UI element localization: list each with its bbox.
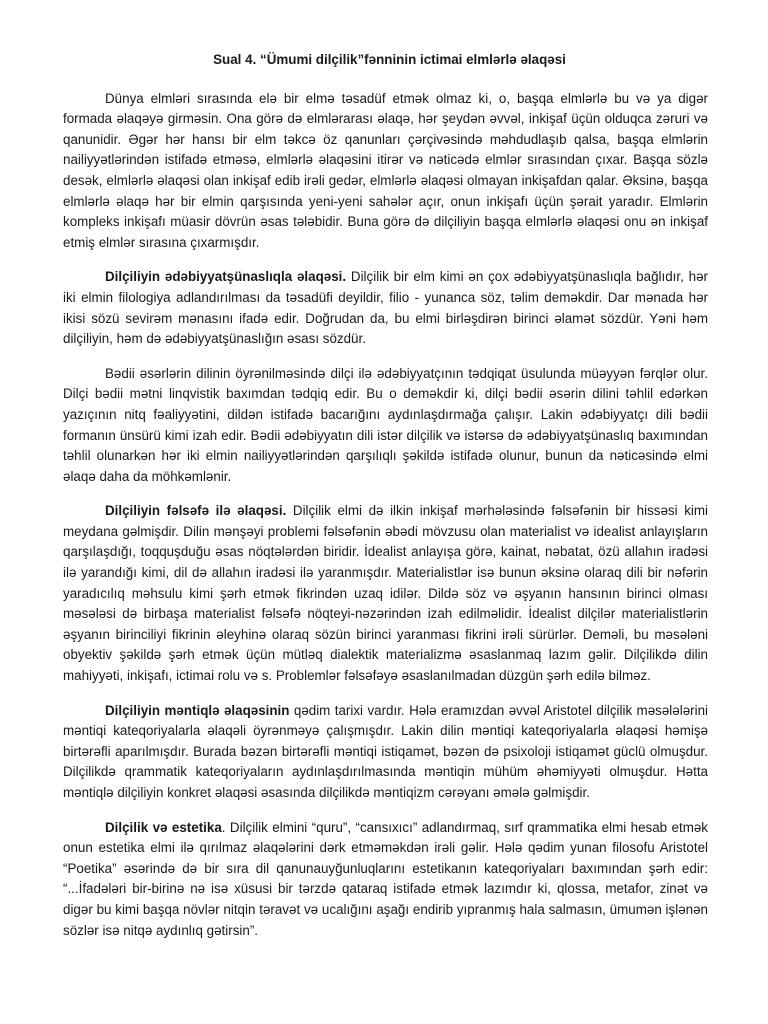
paragraph-text: Dilçilik bir elm kimi ən çox ədəbiyyatşünaslıqla bağlıdır, hər iki elmin filologiya adlandırılması da təsadüfi deyildir, filio - yunanca söz, təlim deməkdir. Dar mənada hər ikisi sözü sevirəm mənasını ifadə edir. Doğrudan da, bu elmi birləşdirən birinci əlamət sözdür. Yəni həm dilçiliyin, həm də ədəbiyyatşünaslığın əsası sözdür.	[63, 269, 708, 347]
paragraph-philosophy	[63, 501, 708, 686]
paragraph-text: Bədii əsərlərin dilinin öyrənilməsində dilçi ilə ədəbiyyatçının tədqiqat üsulunda müəyyən fərqlər olur. Dilçi bədii mətni linqvistik baxımdan tədqiq edir. Bu o deməkdir ki, dilçi bədii əsərin dilini təhlil edərkən yazıçının nitq fəaliyyətini, dildən istifadə bacarığını aydınlaşdırmağa çalışır. Lakin ədəbiyyatçı dili bədii formanın ünsürü kimi izah edir. Bədii ədəbiyyatın dili istər dilçilik və istərsə də ədəbiyyatşünaslıq baxımından təhlil olunarkən hər iki elmin nailiyyətlərindən qarşılıqlı şəkildə istifadə olunur, bunun da nəticəsində elmi əlaqə daha da möhkəmlənir.	[63, 365, 708, 484]
paragraph-literature	[63, 267, 708, 349]
paragraph-heading: Dilçilik və estetika	[105, 819, 222, 835]
paragraph-heading: Dilçiliyin fəlsəfə ilə əlaqəsi.	[105, 503, 287, 519]
paragraph-text: Dilçilik elmi də ilkin inkişaf mərhələsində fəlsəfənin bir hissəsi kimi meydana gəlmişdir. Dilin mənşəyi problemi fəlsəfənin əbədi mövzusu olan materialist və idealist anlayışların qarşılaşdığı, toqquşduğu əsas nöqtələrdən biridir. İdealist anlayışa görə, kainat, nəbatat, özü allahın iradəsi ilə yarandığı kimi, dil də allahın iradəsi ilə yaranmışdır. Materialistlər isə bunun əksinə olaraq dili bir nəfərin yaradıcılıq məhsulu kimi şərh etmək fikrindən uzaq idilər. Dildə söz və əşyanın hansının birinci olması məsələsi də birbaşa materialist fəlsəfə nöqteyi-nəzərindən izah edilməlidir. İdealist dilçilər materialistlərin əşyanın birinciliyi fikrinin əleyhinə olaraq sözün birinci yaranması fikrini irəli sürürlər. Deməli, bu məsələni obyektiv şəkildə şərh etmək üçün mütləq dialektik materializmə əsaslanmaq lazım gəlir. Dilçilikdə dilin mahiyyəti, inkişafı, ictimai rolu və s. Problemlər fəlsəfəyə əsaslanılmadan düzgün şərh edilə bilməz.	[63, 503, 708, 684]
paragraph-literary-texts	[63, 364, 708, 488]
paragraph-heading: Dilçiliyin məntiqlə əlaqəsinin	[105, 702, 290, 718]
paragraph-aesthetics	[63, 818, 708, 942]
paragraph-heading: Dilçiliyin ədəbiyyatşünaslıqla əlaqəsi.	[105, 269, 347, 285]
paragraph-text: Dünya elmləri sırasında elə bir elmə təsadüf etmək olmaz ki, o, başqa elmlərlə bu və ya digər formada əlaqəyə girməsin. Ona görə də elmlərarası əlaqə, hər şeydən əvvəl, inkişaf üçün olduqca zəruri və qanunidir. Əgər hər hansı bir elm təkcə öz qanunları çərçivəsində məhdudlaşıb qalsa, başqa elmlərin nailiyyətlərindən istifadə etməsə, elmlərlə əlaqəsini itirər və nəticədə elmlər sırasından çıxar. Başqa sözlə desək, elmlərlə əlaqəsi olan inkişaf edib irəli gedər, elmlərlə əlaqəsi olmayan inkişafdan qalar. Əksinə, başqa elmlərlə əlaqə hər bir elmin qarşısında yeni-yeni sahələr açır, onun inkişafı üçün şərait yaradır. Elmlərin kompleks inkişafı müasir dövrün əsas tələbidir. Buna görə də dilçiliyin başqa elmlərlə əlaqəsi onu ən inkişaf etmiş elmlər sırasına çıxarmışdır.	[63, 90, 708, 250]
paragraph-intro	[63, 89, 708, 254]
paragraph-text: qədim tarixi vardır. Hələ eramızdan əvvəl Aristotel dilçilik məsələlərini məntiqi kateqoriyalarla əlaqəli öyrənməyə çalışmışdır. Lakin dilin məntiqi kateqoriyalarla əlaqəsi həmişə birtərəfli aparılmışdır. Burada bəzən birtərəfli məntiqi istiqamət, bəzən də psixoloji istiqamət güclü olmuşdur. Dilçilikdə qrammatik kateqoriyaların aydınlaşdırılmasında məntiqin mühüm əhəmiyyəti olmuşdur. Hətta məntiqlə dilçiliyin konkret əlaqəsi əsasında dilçilikdə məntiqizm cərəyanı əmələ gəlmişdir.	[63, 702, 708, 800]
paragraph-text: . Dilçilik elmini “quru”, “cansıxıcı” adlandırmaq, sırf qrammatika elmi hesab etmək onun estetika elmi ilə qırılmaz əlaqələrini dərk etməməkdən irəli gəlir. Hələ qədim yunan filosofu Aristotel “Poetika” əsərində də bir sıra dil qanunauyğunluqlarını estetikanın kateqoriyaları baxımından şərh edir: “...İfadələri bir-birinə nə isə xüsusi bir tərzdə qataraq istifadə etmək lazımdır ki, qlossa, metafor, zinət və digər bu kimi başqa növlər nitqin təravət və ucalığını aşağı endirib yıpranmış hala salmasın, ümumən işlənən sözlər isə nitqə aydınlıq gətirsin”.	[63, 819, 708, 938]
paragraph-logic	[63, 701, 708, 804]
document-title: Sual 4. “Ümumi dilçilik”fənninin ictimai elmlərlə əlaqəsi	[213, 52, 566, 67]
